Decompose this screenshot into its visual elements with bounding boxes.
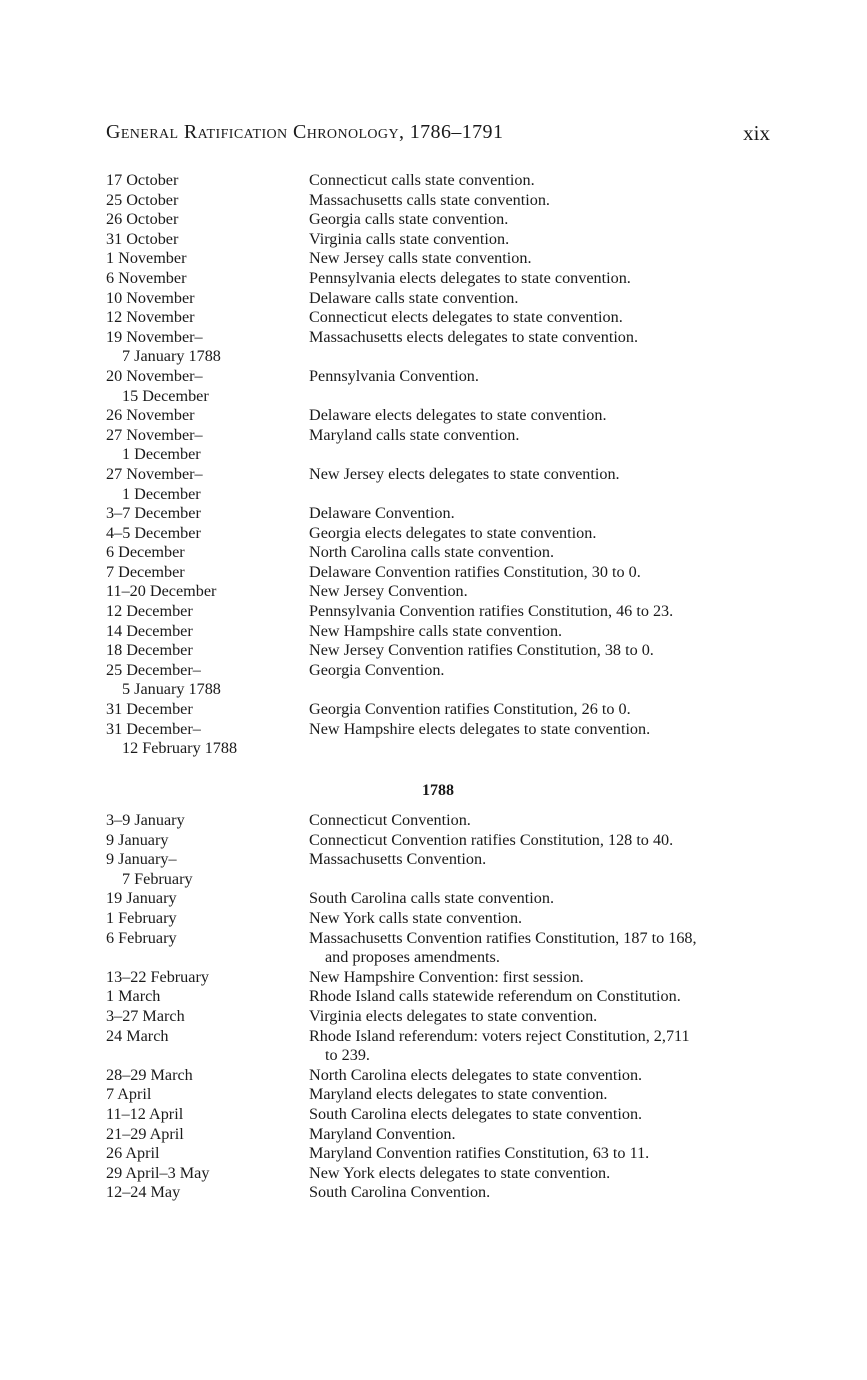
chronology-entry [106,811,770,831]
entry-date [106,191,309,211]
entry-date-text: 26 October [106,210,179,229]
entry-event [309,249,770,269]
entry-event [309,1183,770,1203]
entry-date-text: 9 January– [106,850,177,869]
entry-date [106,524,309,544]
entry-event [309,1007,770,1027]
entry-event-text: Rhode Island calls statewide referendum on Constitution. [309,987,681,1006]
chronology-entry [106,426,770,465]
entry-event [309,602,770,622]
entry-date-text: 31 December [106,700,193,719]
entry-date [106,622,309,642]
entry-event-text: Georgia calls state convention. [309,210,509,229]
entry-event [309,210,770,230]
entry-date [106,700,309,720]
entry-date [106,563,309,583]
entry-date [106,1085,309,1105]
entry-date [106,504,309,524]
chronology-entry [106,1027,770,1066]
chronology-entry [106,269,770,289]
entry-date [106,889,309,909]
entry-event [309,563,770,583]
chronology-entry [106,171,770,191]
entry-event-text: Virginia calls state convention. [309,229,510,248]
entry-date [106,328,309,367]
entry-event-text: Rhode Island referendum: voters reject Constitution, 2,711 [309,1026,690,1045]
entry-event [309,850,770,889]
entry-event-text: North Carolina calls state convention. [309,543,554,562]
chronology-entry [106,328,770,367]
chronology-entry [106,987,770,1007]
entry-event-text: Massachusetts Convention ratifies Constitution, 187 to 168, [309,928,697,947]
chronology-entry [106,563,770,583]
entry-event-text: New Hampshire calls state convention. [309,621,563,640]
entry-event-text: New Hampshire Convention: first session. [309,967,584,986]
chronology-entry [106,720,770,759]
entry-event [309,328,770,367]
chronology-entry [106,230,770,250]
chronology-entry [106,210,770,230]
entry-event-text: South Carolina calls state convention. [309,889,555,908]
entry-date [106,720,309,759]
entry-event [309,1164,770,1184]
entry-date-text: 14 December [106,621,193,640]
entry-event [309,1085,770,1105]
chronology-entry [106,289,770,309]
chronology-entry [106,831,770,851]
chronology-entry [106,1144,770,1164]
entry-event-text: New Hampshire elects delegates to state convention. [309,719,651,738]
entry-date-text: 18 December [106,641,193,660]
chronology-entry [106,543,770,563]
entry-date-text: 7 April [106,1085,152,1104]
entry-date-text: 1 February [106,908,177,927]
entry-event-text: New Jersey Convention. [309,582,468,601]
entry-date-continuation: 12 February 1788 [122,739,238,758]
entry-event-text: Massachusetts calls state convention. [309,190,550,209]
entry-event-text: Georgia elects delegates to state convention. [309,523,597,542]
entry-date-text: 6 February [106,928,177,947]
chronology-entry [106,1066,770,1086]
entry-event-text: Maryland Convention ratifies Constitution, 63 to 11. [309,1144,650,1163]
entry-event [309,524,770,544]
entry-event-text: Connecticut elects delegates to state convention. [309,308,623,327]
entry-date-text: 3–27 March [106,1006,185,1025]
entry-date [106,1105,309,1125]
entry-date-continuation: 15 December [122,386,209,405]
entry-date-text: 12 November [106,308,195,327]
entry-event [309,1027,770,1066]
entry-event [309,1066,770,1086]
entry-event [309,987,770,1007]
entry-event-text: Connecticut Convention. [309,811,471,829]
chronology-entry [106,661,770,700]
entry-event-text: New Jersey calls state convention. [309,249,532,268]
entry-event-text: New Jersey Convention ratifies Constitution, 38 to 0. [309,641,654,660]
chronology-1787-list [106,171,770,759]
chronology-entry [106,1105,770,1125]
chronology-entry [106,889,770,909]
entry-event-text: Pennsylvania Convention. [309,366,479,385]
entry-date-text: 1 March [106,987,161,1006]
entry-event-text: Pennsylvania Convention ratifies Constitution, 46 to 23. [309,602,674,621]
entry-date-text: 25 October [106,190,179,209]
entry-date [106,661,309,700]
entry-date-text: 10 November [106,288,195,307]
chronology-entry [106,1183,770,1203]
entry-date-continuation: 1 December [122,445,201,464]
entry-date-text: 17 October [106,171,179,189]
entry-date-text: 25 December– [106,660,201,679]
entry-date [106,987,309,1007]
chronology-entry [106,249,770,269]
entry-date [106,210,309,230]
chronology-entry [106,602,770,622]
entry-event [309,308,770,328]
entry-date [106,602,309,622]
entry-date [106,1125,309,1145]
entry-event [309,191,770,211]
entry-event-text: Georgia Convention. [309,660,445,679]
chronology-entry [106,465,770,504]
entry-event-text: Maryland elects delegates to state convention. [309,1085,608,1104]
entry-date [106,367,309,406]
entry-event-text: New York calls state convention. [309,908,523,927]
entry-event-text: Massachusetts elects delegates to state convention. [309,327,639,346]
entry-event [309,909,770,929]
entry-event-text: Pennsylvania elects delegates to state convention. [309,268,631,287]
entry-event [309,661,770,700]
entry-date [106,831,309,851]
entry-event [309,171,770,191]
entry-date-text: 31 October [106,229,179,248]
entry-date-continuation: 7 February [122,869,193,888]
entry-date-text: 7 December [106,562,185,581]
entry-event-text: Delaware calls state convention. [309,288,519,307]
entry-date-text: 11–12 April [106,1104,184,1123]
entry-date-text: 6 December [106,543,185,562]
chronology-entry [106,524,770,544]
entry-date-text: 12 December [106,602,193,621]
entry-event-text: Georgia Convention ratifies Constitution, 26 to 0. [309,700,631,719]
entry-date [106,426,309,465]
chronology-entry [106,1085,770,1105]
entry-event [309,889,770,909]
entry-date-text: 29 April–3 May [106,1163,210,1182]
entry-date-text: 31 December– [106,719,201,738]
entry-event [309,1105,770,1125]
entry-date [106,582,309,602]
entry-date-continuation: 7 January 1788 [122,347,221,366]
page-number: xix [743,121,770,145]
chronology-1788-list [106,811,770,1203]
entry-event-continuation: to 239. [325,1046,370,1065]
entry-event-text: South Carolina elects delegates to state convention. [309,1104,643,1123]
chronology-entry [106,850,770,889]
entry-date-text: 26 April [106,1144,160,1163]
entry-date-text: 13–22 February [106,967,209,986]
entry-date [106,968,309,988]
running-head [106,121,770,151]
entry-date-continuation: 1 December [122,484,201,503]
entry-date-continuation: 5 January 1788 [122,680,221,699]
chronology-entry [106,406,770,426]
chronology-entry [106,367,770,406]
entry-event [309,504,770,524]
entry-event [309,582,770,602]
entry-event [309,269,770,289]
entry-event [309,720,770,759]
entry-event-continuation: and proposes amendments. [325,948,500,967]
entry-event [309,230,770,250]
entry-date-text: 19 January [106,889,177,908]
entry-date [106,465,309,504]
entry-date [106,1144,309,1164]
entry-date-text: 6 November [106,268,187,287]
chronology-entry [106,700,770,720]
entry-event [309,1125,770,1145]
entry-date [106,406,309,426]
entry-event-text: Maryland Convention. [309,1124,456,1143]
entry-event-text: North Carolina elects delegates to state convention. [309,1065,643,1084]
entry-event [309,929,770,968]
entry-event-text: Connecticut calls state convention. [309,171,535,189]
entry-date [106,230,309,250]
entry-date-text: 27 November– [106,464,203,483]
entry-date-text: 20 November– [106,366,203,385]
year-heading-1788: 1788 [422,782,454,799]
entry-date-text: 1 November [106,249,187,268]
entry-date-text: 26 November [106,406,195,425]
entry-event-text: Delaware Convention ratifies Constitution, 30 to 0. [309,562,641,581]
entry-event [309,700,770,720]
entry-date [106,543,309,563]
chronology-entry [106,968,770,988]
entry-date [106,1027,309,1066]
entry-date-text: 28–29 March [106,1065,193,1084]
entry-date-text: 27 November– [106,425,203,444]
chronology-entry [106,641,770,661]
entry-event [309,831,770,851]
chronology-entry [106,308,770,328]
entry-date [106,1183,309,1203]
entry-event [309,289,770,309]
entry-date [106,269,309,289]
entry-date-text: 3–7 December [106,504,201,523]
entry-date-text: 24 March [106,1026,169,1045]
entry-event-text: Massachusetts Convention. [309,850,487,869]
entry-date-text: 19 November– [106,327,203,346]
running-head-title: General Ratification Chronology, 1786–1791 [106,121,504,143]
entry-event-text: Connecticut Convention ratifies Constitution, 128 to 40. [309,830,674,849]
entry-date-text: 9 January [106,830,169,849]
chronology-entry [106,504,770,524]
chronology-entry [106,191,770,211]
entry-event-text: Delaware Convention. [309,504,455,523]
entry-event [309,426,770,465]
entry-event [309,1144,770,1164]
chronology-entry [106,909,770,929]
entry-date [106,249,309,269]
chronology-entry [106,1125,770,1145]
entry-date [106,1007,309,1027]
entry-date [106,909,309,929]
entry-date [106,641,309,661]
entry-event [309,367,770,406]
entry-date-text: 21–29 April [106,1124,184,1143]
entry-date-text: 11–20 December [106,582,217,601]
entry-event [309,543,770,563]
entry-date-text: 3–9 January [106,811,185,829]
entry-date [106,308,309,328]
entry-date [106,850,309,889]
entry-event-text: Virginia elects delegates to state convention. [309,1006,598,1025]
entry-date [106,929,309,968]
entry-event [309,406,770,426]
entry-date [106,811,309,831]
chronology-entry [106,582,770,602]
entry-date-text: 12–24 May [106,1183,181,1202]
entry-date [106,171,309,191]
entry-event-text: Maryland calls state convention. [309,425,520,444]
chronology-entry [106,1007,770,1027]
entry-event [309,811,770,831]
entry-event [309,622,770,642]
entry-event [309,465,770,504]
entry-date [106,1066,309,1086]
entry-date [106,289,309,309]
entry-date-text: 4–5 December [106,523,201,542]
entry-date [106,1164,309,1184]
entry-event-text: South Carolina Convention. [309,1183,491,1202]
chronology-entry [106,929,770,968]
entry-event-text: Delaware elects delegates to state convention. [309,406,607,425]
entry-event [309,968,770,988]
entry-event-text: New Jersey elects delegates to state convention. [309,464,620,483]
entry-event-text: New York elects delegates to state convention. [309,1163,611,1182]
chronology-entry [106,622,770,642]
chronology-entry [106,1164,770,1184]
entry-event [309,641,770,661]
